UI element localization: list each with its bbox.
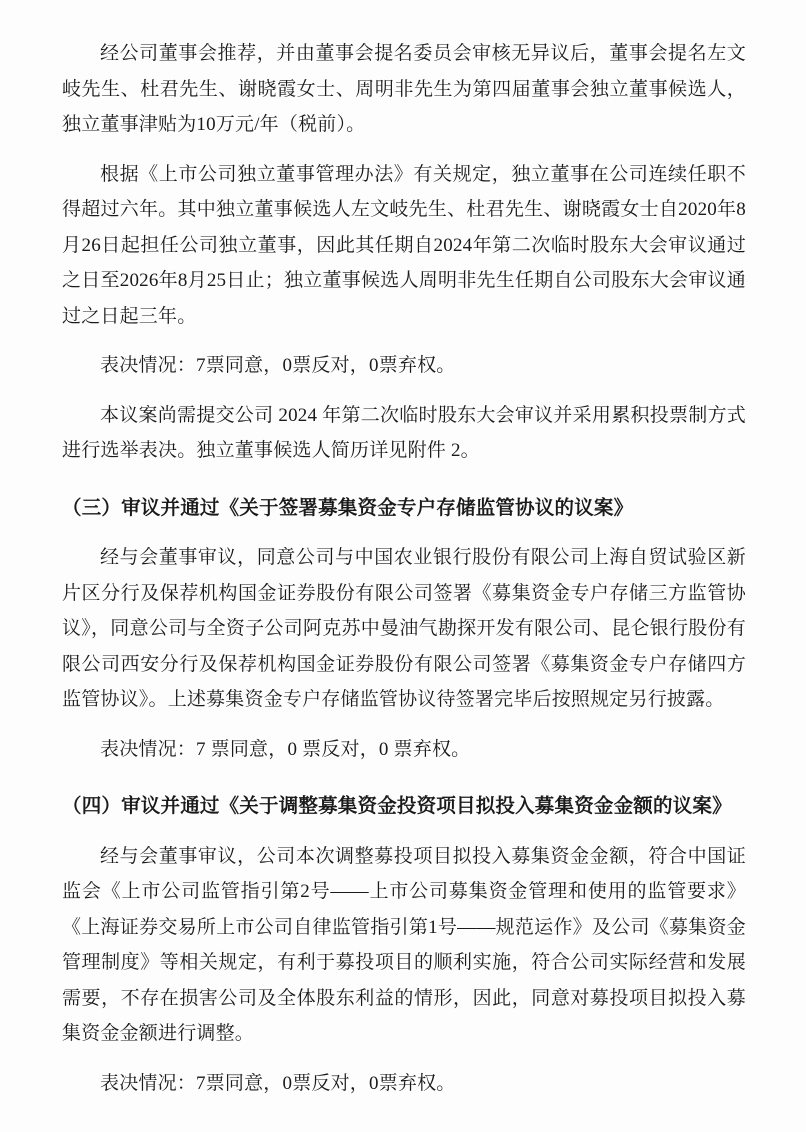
vote-result-line: 表决情况：7票同意，0票反对，0票弃权。	[100, 1072, 456, 1094]
body-paragraph: 经与会董事审议，公司本次调整募投项目拟投入募集资金金额，符合中国证监会《上市公司监管指引第2号——上市公司募集资金管理和使用的监管要求》《上海证券交易所上市公司自律监管指引第1号——规范运作》及公司《募集资金管理制度》等相关规定，有利于募投项目的顺利实施，符合公司实际经营和发展需要，不存在损害公司及全体股东利益的情形，因此，同意对募投项目拟投入募集资金金额进行调整。	[62, 845, 746, 1044]
vote-result-line: 表决情况：7票同意，0票反对，0票弃权。	[100, 355, 456, 376]
section-heading-4: （四）审议并通过《关于调整募集资金投资项目拟投入募集资金金额的议案》	[62, 796, 732, 817]
vote-result-line: 表决情况：7 票同意，0 票反对，0 票弃权。	[100, 738, 471, 760]
body-paragraph: 本议案尚需提交公司 2024 年第二次临时股东大会审议并采用累积投票制方式进行选举表决。独立董事候选人简历详见附件 2。	[62, 404, 746, 461]
section-heading-3: （三）审议并通过《关于签署募集资金专户存储监管协议的议案》	[62, 497, 634, 519]
body-paragraph: 经公司董事会推荐，并由董事会提名委员会审核无异议后，董事会提名左文岐先生、杜君先生、谢晓霞女士、周明非先生为第四届董事会独立董事候选人，独立董事津贴为10万元/年（税前）。	[62, 43, 746, 135]
body-paragraph: 根据《上市公司独立董事管理办法》有关规定，独立董事在公司连续任职不得超过六年。其中独立董事候选人左文岐先生、杜君先生、谢晓霞女士自2020年8月26日起担任公司独立董事，因此其任期自2024年第二次临时股东大会审议通过之日至2026年8月25日止；独立董事候选人周明非先生任期自公司股东大会审议通过之日起三年。	[62, 163, 746, 327]
body-paragraph: 经与会董事审议，同意公司与中国农业银行股份有限公司上海自贸试验区新片区分行及保荐机构国金证券股份有限公司签署《募集资金专户存储三方监管协议》，同意公司与全资子公司阿克苏中曼油气勘探开发有限公司、昆仑银行股份有限公司西安分行及保荐机构国金证券股份有限公司签署《募集资金专户存储四方监管协议》。上述募集资金专户存储监管协议待签署完毕后按照规定另行披露。	[62, 547, 746, 710]
